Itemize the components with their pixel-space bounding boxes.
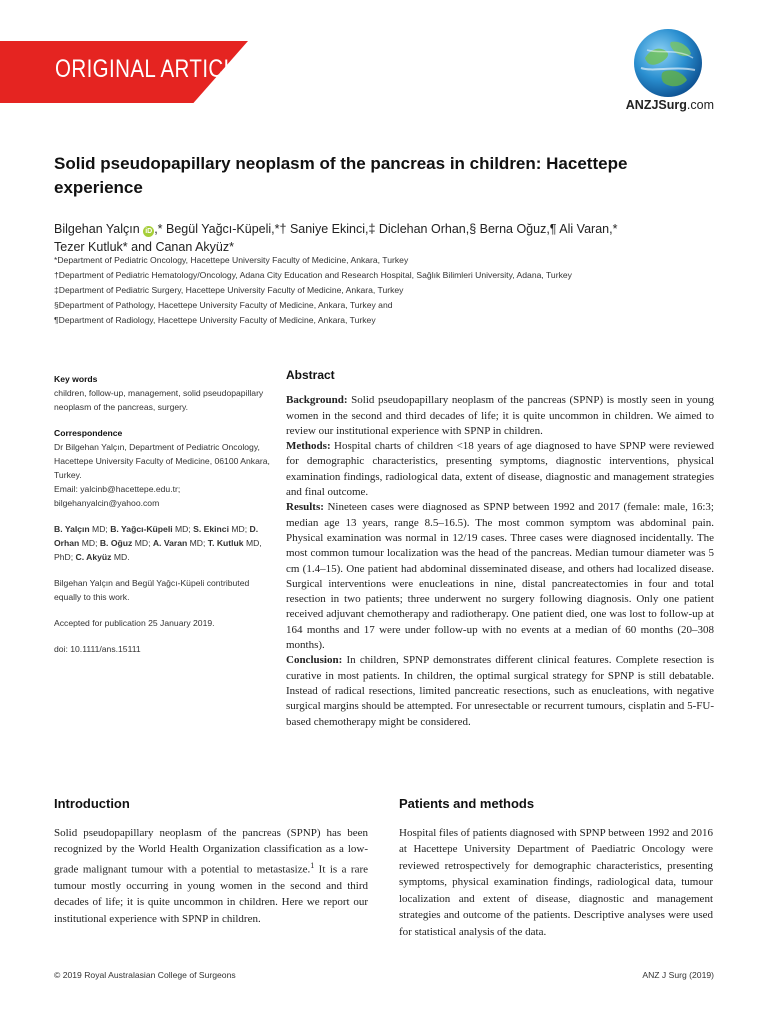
article-sidebar (54, 372, 274, 668)
abstract-results: Results: Nineteen cases were diagnosed as SPNP between 1992 and 2017 (female: male, 16:3; median age 13 years, range 8.5–16.5). The most common symptom was abdominal pain. Physical examination was normal in 12/19 cases. Three cases were diagnosed incidentally. The most common tumour localization was the head of the pancreas. Median tumour diameter was 5 cm (1.4–15). One patient had abdominal disseminated disease, and others had localized disease. Surgical interventions were enucleations in nine, distal pancreatectomies in four and total resection in two patients; three underwent no surgery following diagnosis. Only one patient received adjuvant chemotherapy and radiotherapy. One patient died, one was lost to follow-up at 164 months and 17 were under follow-up with no events at a median of 60 months (20–308 months). (286, 501, 714, 652)
keywords-heading: Key words (54, 374, 98, 384)
abstract-conclusion: Conclusion: In children, SPNP demonstrates different clinical features. Complete resection is curative in most patients. In children, the optimal surgical strategy for SPNP is still debatable. Instead of radical resections, limited pancreatic resections, such as enucleations, with negative surgical margins should be attempted. For unresectable or recurrent tumours, cisplatin and 5-FU-based chemotherapy might be considered. (286, 654, 714, 728)
accepted-date: Accepted for publication 25 January 2019. (54, 618, 215, 628)
affiliation: †Department of Pediatric Hematology/Oncology, Adana City Education and Research Hospital, Sağlık Bilimleri University, Adana, Turkey (54, 270, 572, 280)
abstract-heading: Abstract (286, 368, 335, 382)
doi-link[interactable]: doi: 10.1111/ans.15111 (54, 644, 141, 654)
abstract (286, 368, 714, 730)
correspondence-address: Dr Bilgehan Yalçın, Department of Pediatric Oncology, Hacettepe University Faculty of Medicine, 06100 Ankara, Turkey. (54, 442, 270, 480)
methods-text: Hospital files of patients diagnosed with SPNP between 1992 and 2016 at Hacettepe University Department of Paediatric Oncology were reviewed retrospectively for demographic characteristics, presenting symptoms, physical examination findings, radiological data, tumour localization and extent of disease, diagnostic and management strategies and outcome of the patients. Descriptive analyses were used for statistical analysis of the data. (399, 826, 713, 938)
abstract-methods: Methods: Hospital charts of children <18 years of age diagnosed to have SPNP were reviewed for demographic characteristics, presenting symptoms, diagnostic interventions, physical examination findings, radiological data, extent of disease, diagnostic and management strategies and final outcome. (286, 440, 714, 499)
introduction-heading: Introduction (54, 796, 130, 811)
article-type-label: ORIGINAL ARTICLE (55, 55, 250, 83)
introduction-text: Solid pseudopapillary neoplasm of the pancreas (SPNP) has been recognized by the World Health Organization classification as a low-grade malignant tumour with a potential to metastasize.$^1$ It is a rare tumour mostly occurring in young women in the second and third decades of life; it is quite uncommon in children. Here we report our institutional experience with SPNP in children. (54, 826, 369, 925)
orcid-icon[interactable]: iD (145, 228, 153, 235)
author-list-rest: ,* Begül Yağcı-Küpeli,*† Saniye Ekinci,‡ Diclehan Orhan,§ Berna Oğuz,¶ Ali Varan,* (154, 222, 618, 236)
affiliation: *Department of Pediatric Oncology, Hacettepe University Faculty of Medicine, Ankara, Turkey (54, 255, 409, 265)
keywords: children, follow-up, management, solid pseudopapillary neoplasm of the pancreas, surgery. (54, 388, 264, 412)
copyright-notice: © 2019 Royal Australasian College of Surgeons (54, 970, 236, 980)
abstract-background: Background: Solid pseudopapillary neoplasm of the pancreas (SPNP) is mostly seen in young women in the second and third decades of life; it is quite uncommon in children. We aimed to review our institutional experience with SPNP in children. (286, 394, 714, 437)
article-title: Solid pseudopapillary neoplasm of the pancreas in children: Hacettepe experience (54, 154, 628, 197)
author-list-line2: Tezer Kutluk* and Canan Akyüz* (54, 240, 234, 254)
affiliations (54, 253, 714, 328)
methods-heading: Patients and methods (399, 796, 535, 811)
correspondence-email[interactable]: Email: yalcinb@hacettepe.edu.tr; bilgehanyalcin@yahoo.com (54, 484, 181, 508)
affiliation: ¶Department of Radiology, Hacettepe University Faculty of Medicine, Ankara, Turkey (54, 315, 376, 325)
journal-citation: ANZ J Surg (2019) (642, 970, 714, 980)
methods-section (399, 796, 713, 940)
affiliation: §Department of Pathology, Hacettepe University Faculty of Medicine, Ankara, Turkey and (54, 300, 393, 310)
author-first: Bilgehan Yalçın (54, 222, 140, 236)
affiliation: ‡Department of Pediatric Surgery, Hacettepe University Faculty of Medicine, Ankara, Turkey (54, 285, 404, 295)
reference-link[interactable]: 1 (310, 860, 315, 870)
correspondence-heading: Correspondence (54, 428, 123, 438)
author-credits: B. Yalçın MD; B. Yağcı-Küpeli MD; S. Ekinci MD; D. Orhan MD; B. Oğuz MD; A. Varan MD; T. Kutluk MD, PhD; C. Akyüz MD. (54, 524, 262, 562)
author-list (54, 220, 714, 256)
equal-contribution-note: Bilgehan Yalçın and Begül Yağcı-Küpeli contributed equally to this work. (54, 578, 250, 602)
journal-website[interactable]: ANZJSurg.com (625, 98, 714, 112)
journal-globe-logo (633, 28, 703, 98)
introduction-section (54, 796, 368, 927)
